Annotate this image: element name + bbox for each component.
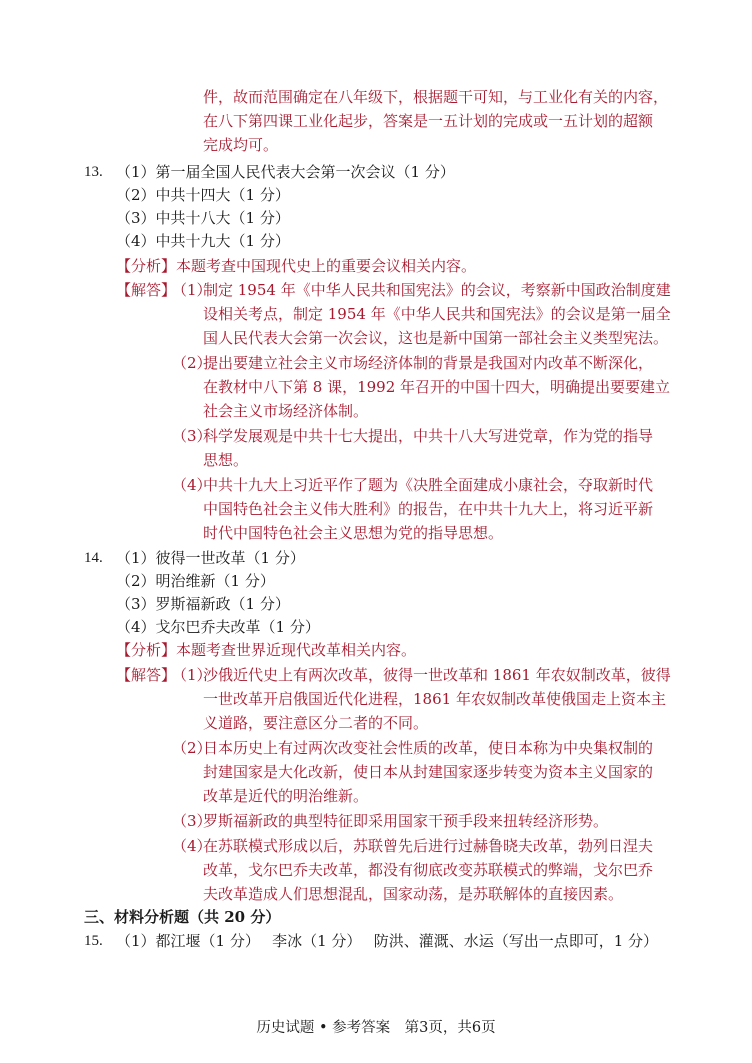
q14-solution-4-marker: （4） (172, 837, 212, 855)
section-3-heading: 三、材料分析题（共 20 分） (84, 908, 281, 926)
q13-solution-3-line-2: 思想。 (203, 451, 249, 469)
q14-answer-1: （1）彼得一世改革（1 分） (116, 549, 305, 567)
q14-solution-1-line-3: 义道路，要注意区分二者的不同。 (203, 714, 429, 732)
q13-solution-2-line-2: 在教材中八下第 8 课，1992 年召开的中国十四大，明确提出要要建立 (203, 378, 671, 396)
q13-solution-label: 【解答】 (116, 281, 177, 299)
q14-answer-4: （4）戈尔巴乔夫改革（1 分） (116, 618, 320, 636)
page-footer: 历史试题 • 参考答案 第3页，共6页 (256, 1020, 496, 1036)
q14-solution-2-line-1: 日本历史上有过两次改变社会性质的改革，使日本称为中央集权制的 (203, 739, 654, 757)
q15-answer-line: （1）都江堰（1 分） 李冰（1 分） 防洪、灌溉、水运（写出一点即可，1 分） (116, 932, 659, 950)
q13-solution-4-marker: （4） (172, 476, 212, 494)
q14-solution-label: 【解答】 (116, 666, 177, 684)
q14-answer-3: （3）罗斯福新政（1 分） (116, 595, 290, 613)
q13-solution-3-marker: （3） (172, 427, 212, 445)
q13-answer-4: （4）中共十九大（1 分） (116, 232, 290, 250)
q13-solution-2-line-1: 提出要建立社会主义市场经济体制的背景是我国对内改革不断深化， (203, 354, 654, 372)
q14-solution-4-line-2: 改革，戈尔巴乔夫改革，都没有彻底改变苏联模式的弊端，戈尔巴乔 (203, 861, 654, 879)
q13-solution-4-line-2: 中国特色社会主义伟大胜利》的报告，在中共十九大上，将习近平新 (203, 500, 654, 518)
q14-solution-2-line-3: 改革是近代的明治维新。 (203, 787, 369, 805)
q12-tail-line-2: 在八下第四课工业化起步，答案是一五计划的完成或一五计划的超额 (203, 112, 654, 130)
q13-number: 13. (84, 164, 103, 180)
q13-solution-1-line-1: 制定 1954 年《中华人民共和国宪法》的会议，考察新中国政治制度建 (203, 281, 671, 299)
q14-solution-2-marker: （2） (172, 739, 212, 757)
q13-solution-4-line-1: 中共十九大上习近平作了题为《决胜全面建成小康社会，夺取新时代 (203, 476, 654, 494)
q13-answer-2: （2）中共十四大（1 分） (116, 186, 290, 204)
q12-tail-line-3: 完成均可。 (203, 136, 279, 154)
q13-solution-1-marker: （1） (172, 281, 212, 299)
q13-answer-3: （3）中共十八大（1 分） (116, 209, 290, 227)
q14-solution-1-marker: （1） (172, 666, 212, 684)
q13-solution-2-marker: （2） (172, 354, 212, 372)
q13-solution-2-line-3: 社会主义市场经济体制。 (203, 402, 369, 420)
q13-solution-1-line-3: 国人民代表大会第一次会议，这也是新中国第一部社会主义类型宪法。 (203, 329, 669, 347)
q14-solution-1-line-2: 一世改革开启俄国近代化进程，1861 年农奴制改革使俄国走上资本主 (203, 690, 666, 708)
q13-analysis: 【分析】本题考查中国现代史上的重要会议相关内容。 (116, 257, 477, 275)
q14-solution-1-line-1: 沙俄近代史上有两次改革，彼得一世改革和 1861 年农奴制改革，彼得 (203, 666, 671, 684)
q15-number: 15. (84, 933, 103, 949)
q13-solution-1-line-2: 设相关考点，制定 1954 年《中华人民共和国宪法》的会议是第一届全 (203, 305, 671, 323)
q14-analysis: 【分析】本题考查世界近现代改革相关内容。 (116, 641, 417, 659)
q13-solution-3-line-1: 科学发展观是中共十七大提出，中共十八大写进党章，作为党的指导 (203, 427, 654, 445)
q14-solution-3-line-1: 罗斯福新政的典型特征即采用国家干预手段来扭转经济形势。 (203, 812, 609, 830)
q14-solution-4-line-3: 夫改革造成人们思想混乱，国家动荡，是苏联解体的直接因素。 (203, 885, 624, 903)
q14-number: 14. (84, 550, 103, 566)
q14-solution-4-line-1: 在苏联模式形成以后，苏联曾先后进行过赫鲁晓夫改革，勃列日涅夫 (203, 837, 654, 855)
q13-answer-1: （1）第一届全国人民代表大会第一次会议（1 分） (116, 163, 455, 181)
q12-tail-line-1: 件，故而范围确定在八年级下，根据题干可知，与工业化有关的内容， (203, 88, 669, 106)
q13-solution-4-line-3: 时代中国特色社会主义思想为党的指导思想。 (203, 524, 504, 542)
q14-solution-3-marker: （3） (172, 812, 212, 830)
q14-solution-2-line-2: 封建国家是大化改新，使日本从封建国家逐步转变为资本主义国家的 (203, 763, 654, 781)
q14-answer-2: （2）明治维新（1 分） (116, 572, 275, 590)
